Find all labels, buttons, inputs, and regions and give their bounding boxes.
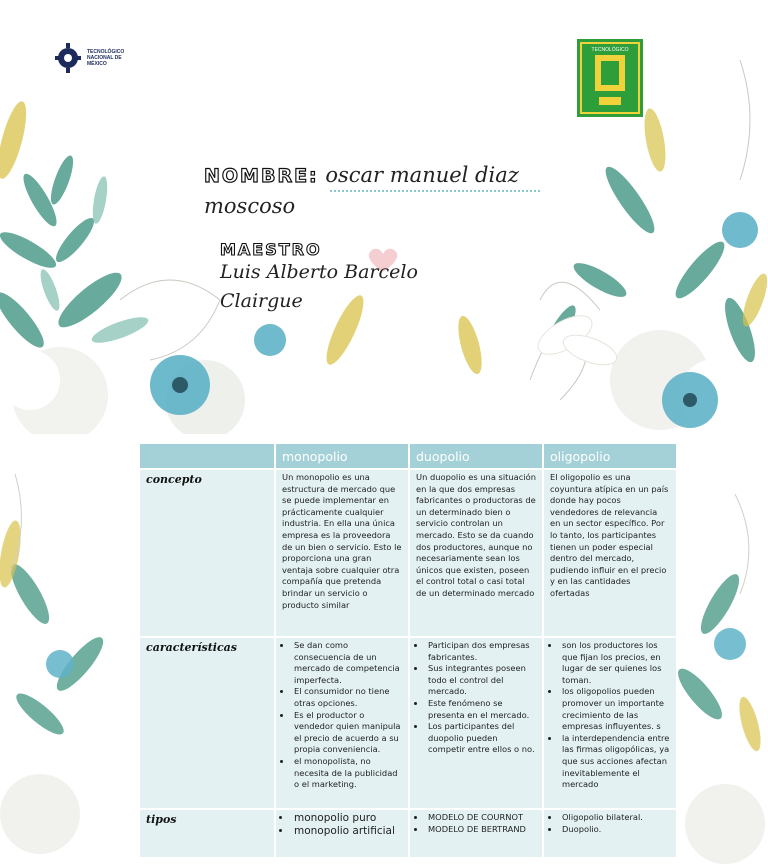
student-name: oscar manuel diaz moscoso	[204, 163, 519, 218]
list-item: • monopolio artificial	[292, 825, 402, 838]
row-label: concepto	[140, 469, 275, 637]
bullet-list	[416, 812, 536, 835]
table-cell	[409, 809, 543, 857]
table-header-cell: oligopolio	[543, 444, 677, 469]
table-cell	[543, 637, 677, 809]
table-header-cell: monopolio	[275, 444, 409, 469]
tecnm-logo	[55, 40, 137, 76]
list-item: • Es el productor o vendedor quien manipula el precio de acuerdo a su propia conveniencia.	[292, 710, 402, 756]
table-header-cell: duopolio	[409, 444, 543, 469]
list-item: • Participan dos empresas fabricantes.	[426, 640, 536, 663]
bullet-list	[282, 812, 402, 838]
table-cell	[543, 809, 677, 857]
table-cell: Un duopolio es una situación en la que dos empresas fabricantes o productoras de un determinado bien o servicio controlan un mercado. Esto se da cuando dos productores, aunque no necesariamente sean los únicos que existen, poseen el control total o casi total de un determinado mercado	[409, 469, 543, 637]
list-item: • El consumidor no tiene otras opciones.	[292, 686, 402, 709]
table-cell: Un monopolio es una estructura de mercado que se puede implementar en prácticamente cualquier industria. En ella una única empresa es la proveedora de un bien o servicio. Esto le proporciona una gran ventaja sobre cualquier otra compañía que pretenda brindar un servicio o producto similar	[275, 469, 409, 637]
list-item: • son los productores los que fijan los precios, en lugar de ser quienes los toman.	[560, 640, 670, 686]
list-item: • Los participantes del duopolio pueden competir entre ellos o no.	[426, 721, 536, 756]
list-item: • MODELO DE COURNOT	[426, 812, 536, 824]
table-cell: El oligopolio es una coyuntura atípica en un país donde hay pocos vendedores de relevancia en un sector específico. Por lo tanto, los participantes tienen un poder especial dentro del mercado, pudiendo influir en el precio y en las cantidades ofertadas	[543, 469, 677, 637]
list-item: • Se dan como consecuencia de un mercado de competencia imperfecta.	[292, 640, 402, 686]
institution-name: TECNOLÓGICO NACIONAL DE MÉXICO	[87, 49, 125, 67]
list-item: • Sus integrantes poseen todo el control del mercado.	[426, 663, 536, 698]
table-cell	[275, 809, 409, 857]
table-row	[140, 469, 677, 637]
list-item: • los oligopolios pueden promover un importante crecimiento de las empresas influyentes. s	[560, 686, 670, 732]
list-item: • MODELO DE BERTRAND	[426, 824, 536, 836]
list-item: • Duopolio.	[560, 824, 670, 836]
market-structures-table	[140, 444, 678, 857]
teacher-name: Luis Alberto Barcelo Clairgue	[220, 261, 418, 312]
list-item: • Oligopolio bilateral.	[560, 812, 670, 824]
dotted-divider	[330, 190, 540, 192]
bullet-list	[550, 812, 670, 835]
table-row	[140, 809, 677, 857]
list-item: • Este fenómeno se presenta en el mercado.	[426, 698, 536, 721]
table-cell	[275, 637, 409, 809]
table-row	[140, 637, 677, 809]
bullet-list	[550, 640, 670, 791]
teacher-label: MAESTRO	[220, 240, 322, 259]
name-label: NOMBRE:	[204, 165, 319, 187]
list-item: • la interdependencia entre las firmas oligopólicas, ya que sus acciones afectan inevitablemente el mercado	[560, 733, 670, 791]
row-label: características	[140, 637, 275, 809]
list-item: • monopolio puro	[292, 812, 402, 825]
bullet-list	[416, 640, 536, 756]
bullet-list	[282, 640, 402, 791]
svg-text:1974: 1974	[604, 107, 616, 113]
list-item: • el monopolista, no necesita de la publicidad o el marketing.	[292, 756, 402, 791]
table-header-row	[140, 444, 677, 469]
table-header-cell	[140, 444, 275, 469]
row-label: tipos	[140, 809, 275, 857]
institute-seal-icon	[577, 39, 643, 117]
table-cell	[409, 637, 543, 809]
svg-text:TECNOLÓGICO: TECNOLÓGICO	[591, 47, 629, 53]
gear-emblem-icon	[55, 40, 81, 76]
